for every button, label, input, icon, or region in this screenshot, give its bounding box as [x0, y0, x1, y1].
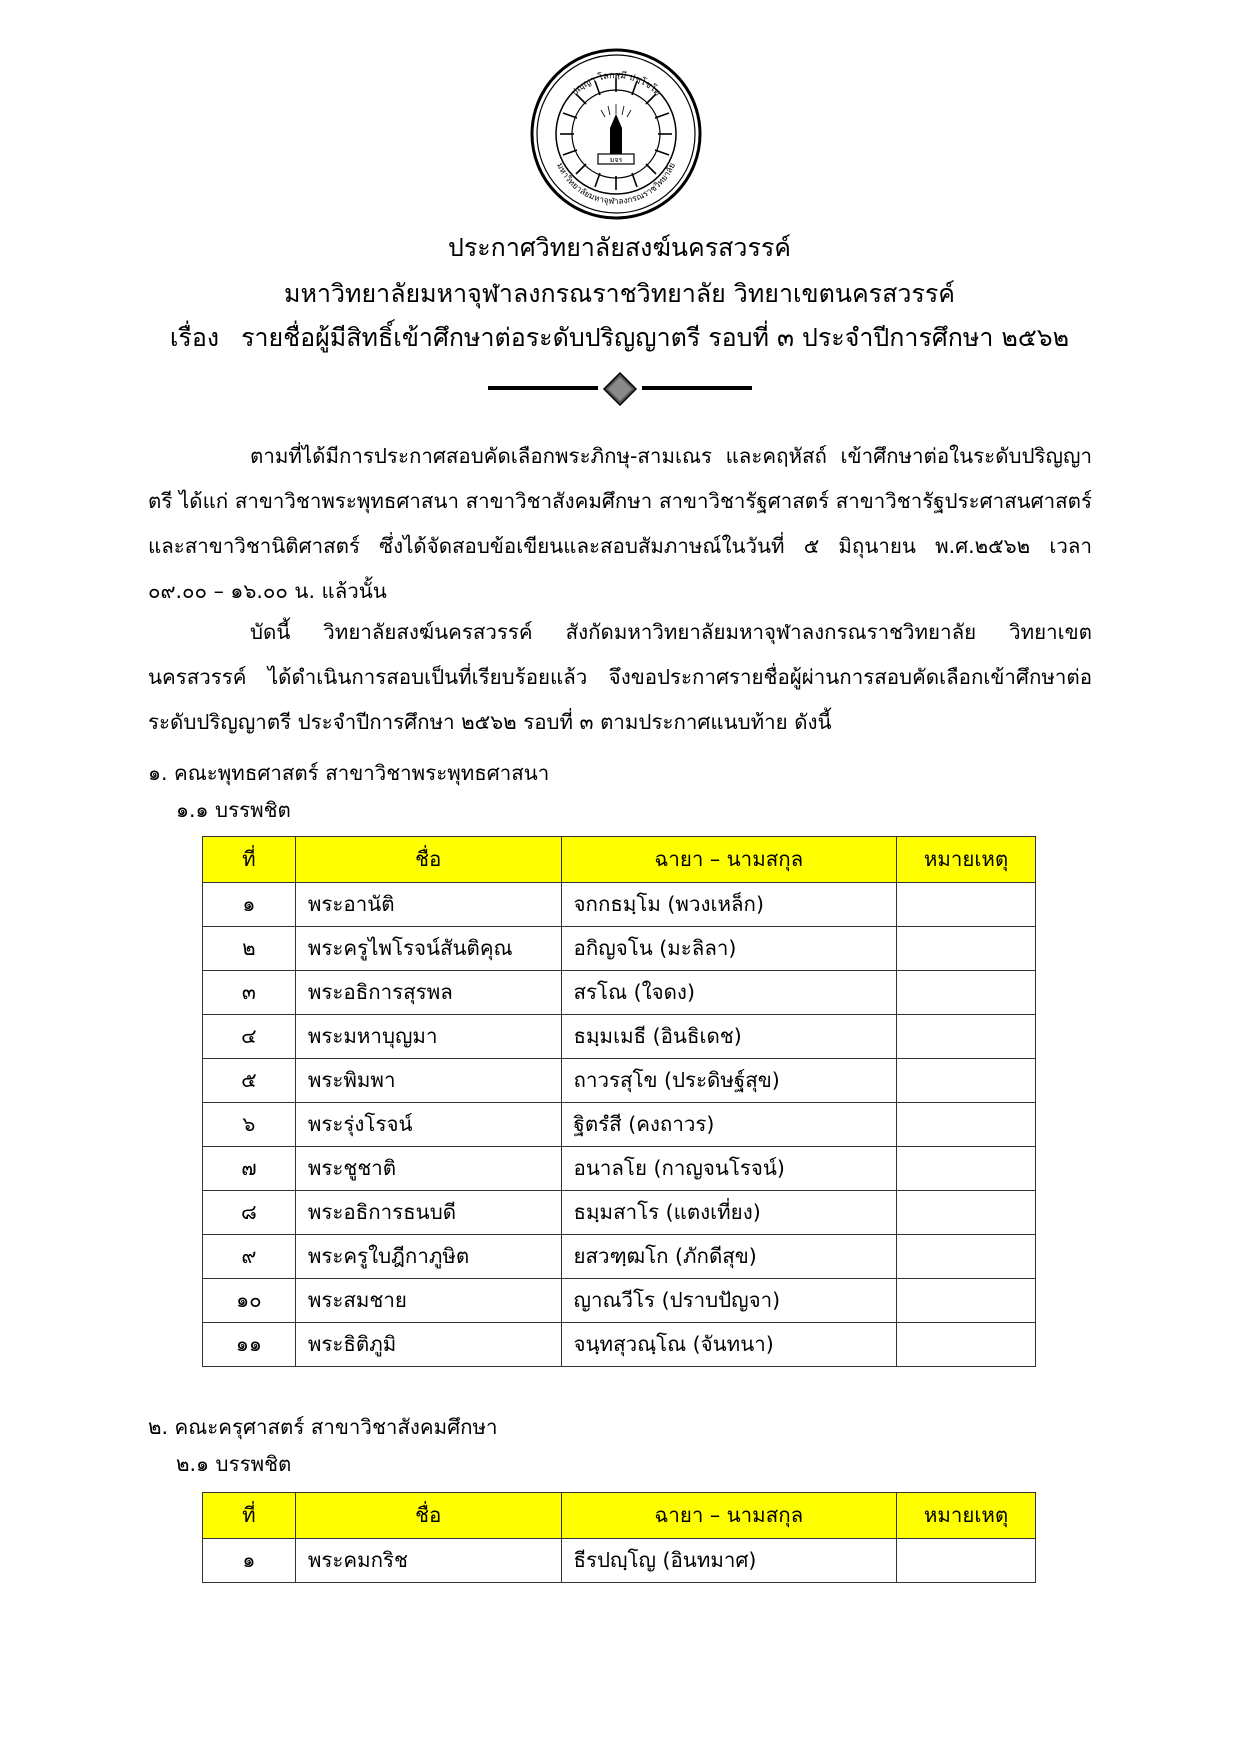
cell-name: พระชูชาติ: [295, 1147, 561, 1191]
cell-name: พระอานัติ: [295, 883, 561, 927]
cell-no: ๓: [203, 971, 296, 1015]
table-row: [203, 1015, 1036, 1059]
candidate-table-buddhism: [202, 836, 1036, 1367]
header-title-surname: ฉายา – นามสกุล: [561, 837, 897, 883]
cell-name: พระพิมพา: [295, 1059, 561, 1103]
header-remark: หมายเหตุ: [897, 1493, 1036, 1539]
svg-text:ปญฺญา โลกสฺมึ ปชฺโชโต: ปญฺญา โลกสฺมึ ปชฺโชโต: [569, 70, 663, 99]
header-remark: หมายเหตุ: [897, 837, 1036, 883]
cell-surname: จกกธมฺโม (พวงเหล็ก): [561, 883, 897, 927]
cell-no: ๒: [203, 927, 296, 971]
svg-text:มจร: มจร: [609, 156, 623, 164]
cell-surname: ญาณวีโร (ปราบปัญจา): [561, 1279, 897, 1323]
header-title-surname: ฉายา – นามสกุล: [561, 1493, 897, 1539]
cell-name: พระอธิการธนบดี: [295, 1191, 561, 1235]
header-no: ที่: [203, 1493, 296, 1539]
section-heading: ๑. คณะพุทธศาสตร์ สาขาวิชาพระพุทธศาสนา: [148, 761, 550, 785]
body-paragraph-1: ตามที่ได้มีการประกาศสอบคัดเลือกพระภิกษุ-สามเณร และคฤหัสถ์ เข้าศึกษาต่อในระดับปริญญาตรี ได้แก่ สาขาวิชาพระพุทธศาสนา สาขาวิชาสังคมศึกษา สาขาวิชารัฐศาสตร์ สาขาวิชารัฐประศาสนศาสตร์ และสาขาวิชานิติศาสตร์ ซึ่งได้จัดสอบข้อเขียนและสอบสัมภาษณ์ในวันที่ ๕ มิถุนายน พ.ศ.๒๕๖๒ เวลา ๐๙.๐๐ – ๑๖.๐๐ น. แล้วนั้น: [148, 444, 1092, 603]
table-row: [203, 1279, 1036, 1323]
cell-name: พระรุ่งโรจน์: [295, 1103, 561, 1147]
cell-remark: [897, 883, 1036, 927]
subject-text: รายชื่อผู้มีสิทธิ์เข้าศึกษาต่อระดับปริญญาตรี รอบที่ ๓ ประจำปีการศึกษา ๒๕๖๒: [241, 323, 1070, 352]
cell-remark: [897, 1539, 1036, 1583]
cell-surname: จนฺทสุวณฺโณ (จันทนา): [561, 1323, 897, 1367]
cell-no: ๑: [203, 883, 296, 927]
cell-remark: [897, 1103, 1036, 1147]
cell-no: ๘: [203, 1191, 296, 1235]
cell-surname: สรโณ (ใจดง): [561, 971, 897, 1015]
cell-no: ๙: [203, 1235, 296, 1279]
cell-remark: [897, 1323, 1036, 1367]
cell-no: ๑๐: [203, 1279, 296, 1323]
table-row: [203, 1191, 1036, 1235]
candidate-table-education: [202, 1492, 1036, 1583]
table-row: [203, 883, 1036, 927]
cell-name: พระคมกริช: [295, 1539, 561, 1583]
cell-name: พระครูใบฎีกาภูษิต: [295, 1235, 561, 1279]
svg-text:มหาวิทยาลัยมหาจุฬาลงกรณราชวิทย: มหาวิทยาลัยมหาจุฬาลงกรณราชวิทยาลัย: [554, 161, 678, 208]
cell-remark: [897, 1015, 1036, 1059]
cell-name: พระธิติภูมิ: [295, 1323, 561, 1367]
cell-no: ๕: [203, 1059, 296, 1103]
section-subheading: ๑.๑ บรรพชิต: [176, 798, 291, 822]
cell-no: ๖: [203, 1103, 296, 1147]
table-row: [203, 1147, 1036, 1191]
table-header-row: [203, 837, 1036, 883]
announcement-title: ประกาศวิทยาลัยสงฆ์นครสวรรค์: [447, 233, 792, 262]
table-row: [203, 1059, 1036, 1103]
table-row: [203, 1323, 1036, 1367]
cell-surname: อกิญจโน (มะลิลา): [561, 927, 897, 971]
header-name: ชื่อ: [295, 837, 561, 883]
cell-no: ๗: [203, 1147, 296, 1191]
cell-surname: ธมฺมเมธี (อินธิเดช): [561, 1015, 897, 1059]
cell-remark: [897, 1059, 1036, 1103]
cell-surname: ธีรปญฺโญ (อินทมาศ): [561, 1539, 897, 1583]
header-name: ชื่อ: [295, 1493, 561, 1539]
cell-surname: ถาวรสุโข (ประดิษฐ์สุข): [561, 1059, 897, 1103]
table-row: [203, 971, 1036, 1015]
cell-name: พระสมชาย: [295, 1279, 561, 1323]
cell-surname: อนาลโย (กาญจนโรจน์): [561, 1147, 897, 1191]
section-subheading: ๒.๑ บรรพชิต: [176, 1452, 292, 1476]
cell-no: ๔: [203, 1015, 296, 1059]
cell-remark: [897, 1279, 1036, 1323]
table-row: [203, 927, 1036, 971]
cell-name: พระอธิการสุรพล: [295, 971, 561, 1015]
cell-no: ๑๑: [203, 1323, 296, 1367]
university-seal-icon: [530, 48, 702, 220]
subject-label: เรื่อง: [169, 323, 220, 352]
body-paragraph-2: บัดนี้ วิทยาลัยสงฆ์นครสวรรค์ สังกัดมหาวิทยาลัยมหาจุฬาลงกรณราชวิทยาลัย วิทยาเขตนครสวรรค์ ได้ดำเนินการสอบเป็นที่เรียบร้อยแล้ว จึงขอประกาศรายชื่อผู้ผ่านการสอบคัดเลือกเข้าศึกษาต่อระดับปริญญาตรี ประจำปีการศึกษา ๒๕๖๒ รอบที่ ๓ ตามประกาศแนบท้าย ดังนี้: [148, 620, 1092, 734]
decorative-divider-icon: [488, 372, 752, 406]
announcement-subject: [0, 322, 1239, 354]
table-row: [203, 1235, 1036, 1279]
cell-remark: [897, 1191, 1036, 1235]
header-no: ที่: [203, 837, 296, 883]
cell-remark: [897, 1235, 1036, 1279]
cell-name: พระมหาบุญมา: [295, 1015, 561, 1059]
cell-surname: ธมฺมสาโร (แตงเที่ยง): [561, 1191, 897, 1235]
cell-remark: [897, 927, 1036, 971]
cell-remark: [897, 971, 1036, 1015]
section-heading: ๒. คณะครุศาสตร์ สาขาวิชาสังคมศึกษา: [148, 1415, 498, 1439]
table-header-row: [203, 1493, 1036, 1539]
cell-name: พระครูไพโรจน์สันติคุณ: [295, 927, 561, 971]
cell-remark: [897, 1147, 1036, 1191]
cell-surname: ฐิตรํสี (คงถาวร): [561, 1103, 897, 1147]
university-name: มหาวิทยาลัยมหาจุฬาลงกรณราชวิทยาลัย วิทยาเขตนครสวรรค์: [284, 279, 955, 308]
cell-surname: ยสวฑฺฒโก (ภักดีสุข): [561, 1235, 897, 1279]
table-row: [203, 1103, 1036, 1147]
table-row: [203, 1539, 1036, 1583]
cell-no: ๑: [203, 1539, 296, 1583]
